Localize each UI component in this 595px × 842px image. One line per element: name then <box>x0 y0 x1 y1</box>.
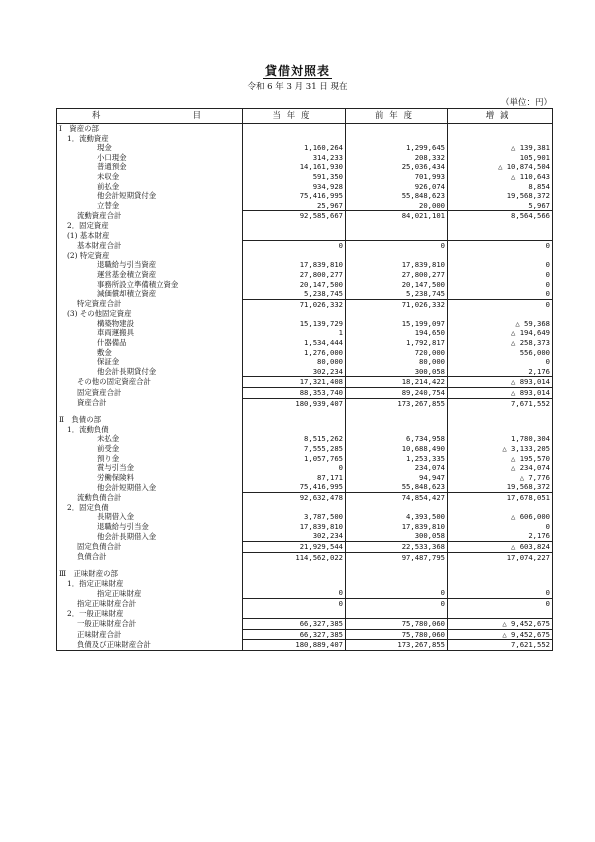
previous-year-value: 55,848,623 <box>346 482 448 492</box>
table-row <box>57 357 553 367</box>
change-value: 0 <box>448 357 553 367</box>
previous-year-value <box>346 609 448 619</box>
current-year-value: 17,321,408 <box>243 377 346 388</box>
section-row <box>57 579 553 589</box>
account-name: 資産合計 <box>57 398 243 408</box>
account-name: 基本財産合計 <box>57 241 243 251</box>
current-year-value <box>243 221 346 231</box>
table-row <box>57 280 553 290</box>
current-year-value: 591,350 <box>243 172 346 182</box>
table-row <box>57 444 553 454</box>
account-name: 他会計短期貸付金 <box>57 191 243 201</box>
balance-sheet-table <box>56 108 553 651</box>
table-row <box>57 588 553 598</box>
change-value <box>448 309 553 319</box>
account-name: 他会計短期借入金 <box>57 482 243 492</box>
spacer-row <box>57 408 553 415</box>
change-value: 0 <box>448 270 553 280</box>
previous-year-value: 84,021,101 <box>346 211 448 221</box>
change-value: 1,780,304 <box>448 434 553 444</box>
current-year-value: 302,234 <box>243 367 346 377</box>
previous-year-value: 97,487,795 <box>346 552 448 562</box>
current-year-value <box>243 124 346 134</box>
spacer-cell <box>346 408 448 415</box>
previous-year-value: 25,036,434 <box>346 162 448 172</box>
account-name: 前払金 <box>57 182 243 192</box>
account-name: 小口現金 <box>57 153 243 163</box>
account-name: 1．指定正味財産 <box>57 579 243 589</box>
current-year-value: 0 <box>243 588 346 598</box>
spacer-cell <box>448 408 553 415</box>
previous-year-value: 1,792,817 <box>346 338 448 348</box>
account-name: 労働保険料 <box>57 473 243 483</box>
subtotal-row <box>57 541 553 552</box>
previous-year-value <box>346 231 448 241</box>
previous-year-value: 194,650 <box>346 328 448 338</box>
previous-year-value: 20,000 <box>346 201 448 211</box>
table-row <box>57 191 553 201</box>
change-value: 17,678,051 <box>448 492 553 502</box>
current-year-value: 75,416,995 <box>243 191 346 201</box>
current-year-value: 0 <box>243 463 346 473</box>
document-title <box>0 62 595 79</box>
previous-year-value: 0 <box>346 241 448 251</box>
current-year-value <box>243 425 346 435</box>
change-value <box>448 221 553 231</box>
change-value: △ 258,373 <box>448 338 553 348</box>
table-row <box>57 153 553 163</box>
previous-year-value <box>346 124 448 134</box>
subtotal-row <box>57 388 553 399</box>
account-name: 事務所設立準備積立資金 <box>57 280 243 290</box>
header-account: 科 目 <box>57 109 243 124</box>
account-name: 他会計長期貸付金 <box>57 367 243 377</box>
account-name: 退職給与引当資産 <box>57 260 243 270</box>
table-body <box>57 124 553 651</box>
account-name: 未収金 <box>57 172 243 182</box>
table-row <box>57 143 553 153</box>
table-row <box>57 172 553 182</box>
change-value: 0 <box>448 241 553 251</box>
current-year-value: 75,416,995 <box>243 482 346 492</box>
subtotal-row <box>57 598 553 608</box>
change-value: 7,621,552 <box>448 640 553 651</box>
change-value: 8,564,566 <box>448 211 553 221</box>
change-value: 0 <box>448 289 553 299</box>
section-row <box>57 134 553 144</box>
change-value: 5,967 <box>448 201 553 211</box>
change-value: 0 <box>448 598 553 608</box>
previous-year-value <box>346 134 448 144</box>
change-value <box>448 134 553 144</box>
previous-year-value <box>346 503 448 513</box>
current-year-value: 88,353,740 <box>243 388 346 399</box>
account-name: 特定資産合計 <box>57 299 243 309</box>
account-name: 固定資産合計 <box>57 388 243 399</box>
change-value: 2,176 <box>448 531 553 541</box>
current-year-value: 314,233 <box>243 153 346 163</box>
change-value: △ 893,014 <box>448 388 553 399</box>
spacer-cell <box>243 562 346 569</box>
table-row <box>57 473 553 483</box>
change-value: △ 7,776 <box>448 473 553 483</box>
account-name: 現金 <box>57 143 243 153</box>
account-name: 負債合計 <box>57 552 243 562</box>
change-value <box>448 579 553 589</box>
account-name: Ⅱ 負債の部 <box>57 415 243 425</box>
current-year-value <box>243 231 346 241</box>
previous-year-value: 75,780,060 <box>346 629 448 640</box>
section-row <box>57 124 553 134</box>
subtotal-row <box>57 629 553 640</box>
section-row <box>57 609 553 619</box>
current-year-value: 0 <box>243 241 346 251</box>
account-name: 保証金 <box>57 357 243 367</box>
section-row <box>57 221 553 231</box>
change-value: △ 9,452,675 <box>448 619 553 630</box>
current-year-value <box>243 579 346 589</box>
account-name: 前受金 <box>57 444 243 454</box>
account-name: 賞与引当金 <box>57 463 243 473</box>
previous-year-value: 74,854,427 <box>346 492 448 502</box>
current-year-value: 15,139,729 <box>243 319 346 329</box>
change-value: △ 110,643 <box>448 172 553 182</box>
account-name: 流動負債合計 <box>57 492 243 502</box>
current-year-value: 302,234 <box>243 531 346 541</box>
current-year-value: 27,800,277 <box>243 270 346 280</box>
change-value <box>448 251 553 261</box>
previous-year-value: 10,688,490 <box>346 444 448 454</box>
subtotal-row <box>57 398 553 408</box>
change-value: 0 <box>448 522 553 532</box>
current-year-value <box>243 569 346 579</box>
table-row <box>57 260 553 270</box>
previous-year-value: 1,299,645 <box>346 143 448 153</box>
change-value: 2,176 <box>448 367 553 377</box>
previous-year-value <box>346 221 448 231</box>
account-name: 長期借入金 <box>57 512 243 522</box>
spacer-cell <box>346 562 448 569</box>
change-value: △ 234,074 <box>448 463 553 473</box>
account-name: (3) その他固定資産 <box>57 309 243 319</box>
spacer-cell <box>57 562 243 569</box>
section-row <box>57 415 553 425</box>
previous-year-value: 55,848,623 <box>346 191 448 201</box>
change-value <box>448 231 553 241</box>
current-year-value: 7,555,285 <box>243 444 346 454</box>
current-year-value: 20,147,500 <box>243 280 346 290</box>
account-name: 構築物建設 <box>57 319 243 329</box>
account-name: 運営基金積立資産 <box>57 270 243 280</box>
table-row <box>57 434 553 444</box>
account-name: 2．固定資産 <box>57 221 243 231</box>
section-row <box>57 569 553 579</box>
section-row <box>57 251 553 261</box>
account-name: 負債及び正味財産合計 <box>57 640 243 651</box>
table-row <box>57 367 553 377</box>
previous-year-value: 701,993 <box>346 172 448 182</box>
section-row <box>57 309 553 319</box>
spacer-row <box>57 562 553 569</box>
subtotal-row <box>57 492 553 502</box>
header-row <box>57 109 553 124</box>
table-row <box>57 531 553 541</box>
change-value: 0 <box>448 588 553 598</box>
table-row <box>57 319 553 329</box>
change-value <box>448 569 553 579</box>
change-value <box>448 609 553 619</box>
spacer-cell <box>243 408 346 415</box>
table-header <box>57 109 553 124</box>
current-year-value: 92,632,478 <box>243 492 346 502</box>
current-year-value: 66,327,385 <box>243 629 346 640</box>
current-year-value <box>243 609 346 619</box>
change-value: △ 194,649 <box>448 328 553 338</box>
previous-year-value: 0 <box>346 598 448 608</box>
account-name: 立替金 <box>57 201 243 211</box>
previous-year-value: 17,839,810 <box>346 260 448 270</box>
previous-year-value: 6,734,958 <box>346 434 448 444</box>
change-value: △ 139,381 <box>448 143 553 153</box>
current-year-value <box>243 134 346 144</box>
table-row <box>57 270 553 280</box>
account-name: 指定正味財産 <box>57 588 243 598</box>
change-value <box>448 503 553 513</box>
previous-year-value: 15,199,097 <box>346 319 448 329</box>
previous-year-value <box>346 415 448 425</box>
account-name: 指定正味財産合計 <box>57 598 243 608</box>
previous-year-value: 1,253,335 <box>346 454 448 464</box>
current-year-value: 8,515,262 <box>243 434 346 444</box>
current-year-value <box>243 415 346 425</box>
current-year-value: 1 <box>243 328 346 338</box>
current-year-value: 5,238,745 <box>243 289 346 299</box>
account-name: 什器備品 <box>57 338 243 348</box>
change-value: △ 606,000 <box>448 512 553 522</box>
account-name: 流動資産合計 <box>57 211 243 221</box>
previous-year-value: 720,000 <box>346 348 448 358</box>
change-value <box>448 425 553 435</box>
account-name: (2) 特定資産 <box>57 251 243 261</box>
current-year-value: 1,160,264 <box>243 143 346 153</box>
spacer-cell <box>57 408 243 415</box>
unit-label: （単位：円） <box>500 98 552 108</box>
change-value: △ 603,824 <box>448 541 553 552</box>
previous-year-value: 926,074 <box>346 182 448 192</box>
previous-year-value: 75,780,060 <box>346 619 448 630</box>
subtotal-row <box>57 619 553 630</box>
subtotal-row <box>57 640 553 651</box>
current-year-value: 21,929,544 <box>243 541 346 552</box>
change-value: △ 9,452,675 <box>448 629 553 640</box>
current-year-value: 92,585,667 <box>243 211 346 221</box>
account-name: 預り金 <box>57 454 243 464</box>
table-row <box>57 512 553 522</box>
current-year-value: 180,939,407 <box>243 398 346 408</box>
account-name: Ⅲ 正味財産の部 <box>57 569 243 579</box>
previous-year-value: 27,800,277 <box>346 270 448 280</box>
current-year-value: 114,562,022 <box>243 552 346 562</box>
current-year-value: 17,839,810 <box>243 522 346 532</box>
change-value: 0 <box>448 299 553 309</box>
previous-year-value: 17,839,810 <box>346 522 448 532</box>
previous-year-value <box>346 569 448 579</box>
current-year-value: 1,276,000 <box>243 348 346 358</box>
previous-year-value: 234,074 <box>346 463 448 473</box>
report-date: 令和 6 年 3 月 31 日 現在 <box>247 82 348 92</box>
account-name: Ⅰ 資産の部 <box>57 124 243 134</box>
previous-year-value <box>346 425 448 435</box>
previous-year-value: 4,393,500 <box>346 512 448 522</box>
change-value: 17,074,227 <box>448 552 553 562</box>
previous-year-value <box>346 309 448 319</box>
change-value: △ 3,133,205 <box>448 444 553 454</box>
previous-year-value <box>346 579 448 589</box>
section-row <box>57 425 553 435</box>
table-row <box>57 289 553 299</box>
previous-year-value: 20,147,500 <box>346 280 448 290</box>
change-value: △ 10,874,504 <box>448 162 553 172</box>
header-previous-year: 前年度 <box>346 109 448 124</box>
table-row <box>57 201 553 211</box>
current-year-value: 3,787,500 <box>243 512 346 522</box>
change-value: 0 <box>448 280 553 290</box>
subtotal-row <box>57 299 553 309</box>
change-value: 7,671,552 <box>448 398 553 408</box>
section-row <box>57 231 553 241</box>
change-value: 19,568,372 <box>448 191 553 201</box>
previous-year-value <box>346 251 448 261</box>
current-year-value: 1,057,765 <box>243 454 346 464</box>
current-year-value: 17,839,810 <box>243 260 346 270</box>
previous-year-value: 5,238,745 <box>346 289 448 299</box>
current-year-value <box>243 309 346 319</box>
change-value: △ 59,368 <box>448 319 553 329</box>
subtotal-row <box>57 211 553 221</box>
account-name: 他会計長期借入金 <box>57 531 243 541</box>
change-value <box>448 415 553 425</box>
account-name: 1．流動負債 <box>57 425 243 435</box>
current-year-value <box>243 251 346 261</box>
table-row <box>57 182 553 192</box>
previous-year-value: 22,533,368 <box>346 541 448 552</box>
account-name: 2．一般正味財産 <box>57 609 243 619</box>
spacer-cell <box>448 562 553 569</box>
change-value: 19,568,372 <box>448 482 553 492</box>
header-change: 増減 <box>448 109 553 124</box>
account-name: 退職給与引当金 <box>57 522 243 532</box>
table-row <box>57 482 553 492</box>
account-name: 2．固定負債 <box>57 503 243 513</box>
account-name: 減価償却積立資産 <box>57 289 243 299</box>
change-value: △ 195,570 <box>448 454 553 464</box>
account-name: 固定負債合計 <box>57 541 243 552</box>
previous-year-value: 89,240,754 <box>346 388 448 399</box>
current-year-value: 1,534,444 <box>243 338 346 348</box>
change-value: △ 893,014 <box>448 377 553 388</box>
account-name: 一般正味財産合計 <box>57 619 243 630</box>
current-year-value: 0 <box>243 598 346 608</box>
change-value: 0 <box>448 260 553 270</box>
subtotal-row <box>57 241 553 251</box>
previous-year-value: 0 <box>346 588 448 598</box>
previous-year-value: 208,332 <box>346 153 448 163</box>
table-row <box>57 338 553 348</box>
account-name: 未払金 <box>57 434 243 444</box>
header-current-year: 当年度 <box>243 109 346 124</box>
table-row <box>57 328 553 338</box>
change-value <box>448 124 553 134</box>
document-title-text: 貸借対照表 <box>264 64 330 78</box>
account-name: 1．流動資産 <box>57 134 243 144</box>
table-row <box>57 463 553 473</box>
section-row <box>57 503 553 513</box>
account-name: 正味財産合計 <box>57 629 243 640</box>
current-year-value: 934,928 <box>243 182 346 192</box>
change-value: 556,000 <box>448 348 553 358</box>
change-value: 105,901 <box>448 153 553 163</box>
previous-year-value: 94,947 <box>346 473 448 483</box>
account-name: (1) 基本財産 <box>57 231 243 241</box>
current-year-value <box>243 503 346 513</box>
current-year-value: 180,889,407 <box>243 640 346 651</box>
current-year-value: 71,026,332 <box>243 299 346 309</box>
account-name: その他の固定資産合計 <box>57 377 243 388</box>
subtotal-row <box>57 552 553 562</box>
previous-year-value: 300,058 <box>346 367 448 377</box>
previous-year-value: 18,214,422 <box>346 377 448 388</box>
table-row <box>57 454 553 464</box>
change-value: 8,854 <box>448 182 553 192</box>
current-year-value: 25,967 <box>243 201 346 211</box>
previous-year-value: 80,000 <box>346 357 448 367</box>
account-name: 普通預金 <box>57 162 243 172</box>
previous-year-value: 173,267,855 <box>346 640 448 651</box>
table-row <box>57 522 553 532</box>
account-name: 敷金 <box>57 348 243 358</box>
table-row <box>57 348 553 358</box>
current-year-value: 87,171 <box>243 473 346 483</box>
current-year-value: 66,327,385 <box>243 619 346 630</box>
previous-year-value: 173,267,855 <box>346 398 448 408</box>
table-row <box>57 162 553 172</box>
current-year-value: 80,000 <box>243 357 346 367</box>
previous-year-value: 71,026,332 <box>346 299 448 309</box>
previous-year-value: 300,058 <box>346 531 448 541</box>
subtotal-row <box>57 377 553 388</box>
current-year-value: 14,161,930 <box>243 162 346 172</box>
account-name: 車両運搬具 <box>57 328 243 338</box>
